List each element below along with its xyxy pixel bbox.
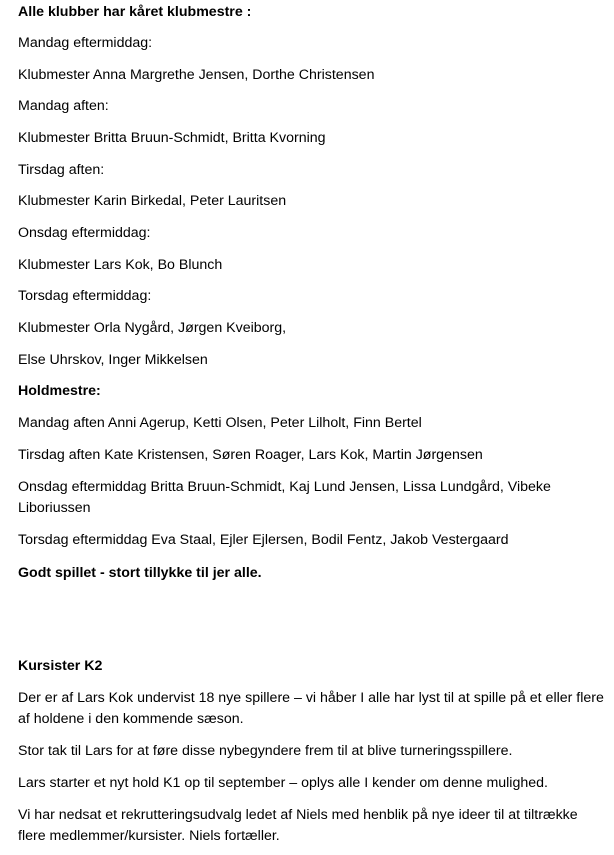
holdmestre-heading: Holdmestre:	[18, 383, 101, 399]
holdmester-line: Tirsdag aften Kate Kristensen, Søren Roager, Lars Kok, Martin Jørgensen	[18, 447, 483, 463]
holdmester-line: Torsdag eftermiddag Eva Staal, Ejler Ejlersen, Bodil Fentz, Jakob Vestergaard	[18, 532, 509, 548]
klubmester-line: Klubmester Orla Nygård, Jørgen Kveiborg,	[18, 320, 287, 336]
day-label: Mandag eftermiddag:	[18, 35, 153, 51]
day-label: Tirsdag aften:	[18, 162, 105, 178]
day-label: Onsdag eftermiddag:	[18, 225, 151, 241]
kursister-paragraph: Der er af Lars Kok undervist 18 nye spillere – vi håber I alle har lyst til at spille på et eller flere af holdene i den kommende sæson.	[18, 690, 604, 727]
klubmester-line: Klubmester Karin Birkedal, Peter Lauritsen	[18, 193, 287, 209]
klubmester-line: Klubmester Anna Margrethe Jensen, Dorthe Christensen	[18, 67, 375, 83]
holdmester-line: Onsdag eftermiddag Britta Bruun-Schmidt, Kaj Lund Jensen, Lissa Lundgård, Vibeke Liboriussen	[18, 479, 551, 516]
klubmester-line: Klubmester Britta Bruun-Schmidt, Britta Kvorning	[18, 130, 326, 146]
day-label: Mandag aften:	[18, 98, 109, 114]
kursister-heading: Kursister K2	[18, 658, 103, 674]
congratulations-text: Godt spillet - stort tillykke til jer alle.	[18, 565, 262, 581]
kursister-paragraph: Vi har nedsat et rekrutteringsudvalg ledet af Niels med henblik på nye ideer til at tiltrække flere medlemmer/kursister. Niels fortæller.	[18, 807, 578, 844]
kursister-paragraph: Stor tak til Lars for at føre disse nybegyndere frem til at blive turneringsspillere.	[18, 743, 513, 759]
klubmester-line: Klubmester Lars Kok, Bo Blunch	[18, 257, 223, 273]
holdmester-line: Mandag aften Anni Agerup, Ketti Olsen, Peter Lilholt, Finn Bertel	[18, 415, 422, 431]
klubmestre-heading: Alle klubber har kåret klubmestre :	[18, 4, 252, 20]
klubmester-line-continued: Else Uhrskov, Inger Mikkelsen	[18, 352, 208, 368]
day-label: Torsdag eftermiddag:	[18, 288, 152, 304]
kursister-paragraph: Lars starter et nyt hold K1 op til september – oplys alle I kender om denne mulighed.	[18, 775, 548, 791]
